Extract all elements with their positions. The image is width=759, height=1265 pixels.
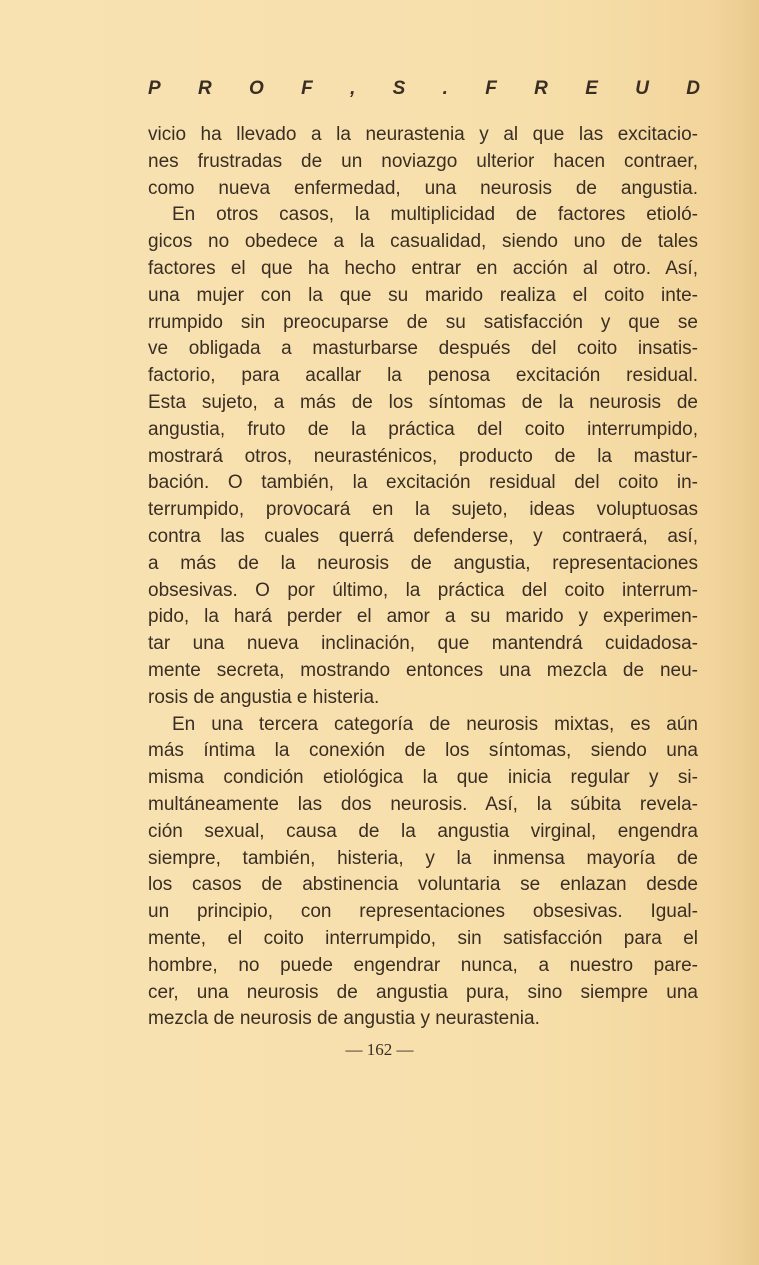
text-line: cer, una neurosis de angustia pura, sino siempre una — [148, 981, 698, 1003]
text-line: como nueva enfermedad, una neurosis de angustia. — [148, 177, 698, 199]
header-letter: E — [585, 78, 598, 99]
text-line: más íntima la conexión de los síntomas, siendo una — [148, 740, 698, 762]
body-text — [148, 122, 698, 1033]
header-letter: R — [198, 78, 212, 99]
text-line: a más de la neurosis de angustia, representaciones — [148, 552, 698, 574]
header-letter: O — [249, 78, 264, 99]
text-line: siempre, también, histeria, y la inmensa mayoría de — [148, 847, 698, 869]
header-letter: S — [392, 78, 406, 99]
header-letter: F — [301, 78, 313, 99]
text-line: una mujer con la que su marido realiza el coito inte- — [148, 284, 698, 306]
text-line: tar una nueva inclinación, que mantendrá cuidadosa- — [148, 633, 698, 655]
paragraph — [148, 202, 698, 711]
text-line: mente, el coito interrumpido, sin satisfacción para el — [148, 927, 698, 949]
text-line: mezcla de neurosis de angustia y neurastenia. — [148, 1008, 540, 1030]
text-line: Esta sujeto, a más de los síntomas de la neurosis de — [148, 391, 698, 413]
text-line: En otros casos, la multiplicidad de factores etioló- — [172, 204, 698, 226]
running-header — [148, 78, 700, 104]
paragraph — [148, 712, 698, 1034]
text-line: En una tercera categoría de neurosis mixtas, es aún — [172, 713, 698, 735]
text-line: un principio, con representaciones obsesivas. Igual- — [148, 901, 698, 923]
text-line: pido, la hará perder el amor a su marido y experimen- — [148, 606, 698, 628]
text-line: mente secreta, mostrando entonces una mezcla de neu- — [148, 659, 698, 681]
text-line: los casos de abstinencia voluntaria se enlazan desde — [148, 874, 698, 896]
text-line: contra las cuales querrá defenderse, y contraerá, así, — [148, 525, 698, 547]
header-letter: F — [485, 78, 497, 99]
header-letter: R — [534, 78, 548, 99]
text-line: mostrará otros, neurasténicos, producto de la mastur- — [148, 445, 698, 467]
text-line: ve obligada a masturbarse después del coito insatis- — [148, 338, 698, 360]
text-line: misma condición etiológica la que inicia regular y si- — [148, 767, 698, 789]
text-line: obsesivas. O por último, la práctica del coito interrum- — [148, 579, 698, 601]
header-letter: D — [686, 78, 700, 99]
header-letter: U — [635, 78, 649, 99]
text-line: nes frustradas de un noviazgo ulterior hacen contraer, — [148, 150, 698, 172]
text-line: ción sexual, causa de la angustia virginal, engendra — [148, 820, 698, 842]
text-line: terrumpido, provocará en la sujeto, ideas voluptuosas — [148, 499, 698, 521]
text-line: vicio ha llevado a la neurastenia y al que las excitacio- — [148, 124, 698, 145]
page-number: — 162 — — [345, 1040, 414, 1059]
header-letter: , — [350, 78, 356, 99]
text-line: hombre, no puede engendrar nunca, a nuestro pare- — [148, 954, 698, 976]
paragraph — [148, 122, 698, 202]
text-line: gicos no obedece a la casualidad, siendo uno de tales — [148, 231, 698, 253]
text-line: multáneamente las dos neurosis. Así, la súbita revela- — [148, 793, 698, 815]
text-line: factores el que ha hecho entrar en acción al otro. Así, — [148, 257, 698, 279]
text-line: factorio, para acallar la penosa excitación residual. — [148, 365, 698, 387]
header-letter: . — [442, 78, 448, 99]
text-line: rosis de angustia e histeria. — [148, 686, 380, 708]
header-letter: P — [148, 78, 161, 99]
text-line: rrumpido sin preocuparse de su satisfacción y que se — [148, 311, 698, 333]
text-line: angustia, fruto de la práctica del coito interrumpido, — [148, 418, 698, 440]
text-line: bación. O también, la excitación residual del coito in- — [148, 472, 698, 494]
